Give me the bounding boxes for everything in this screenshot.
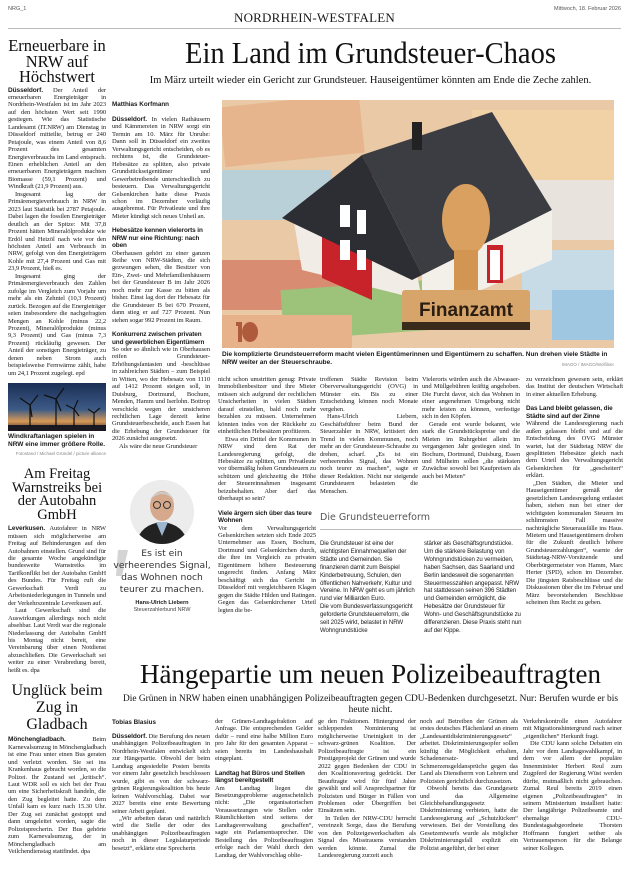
paragraph-text: Die Grundsteuer ist eine der wichtigsten Einnahmequellen der Städte und Gemeinden. Sie finanzieren damit zum Beispiel Kinderbetreuung, Schulen, den öffentlichen Nahverkehr, Kultur und Vereine. In NRW geht es um jährlich rund vier Milliarden Euro. bbox=[320, 540, 415, 603]
paragraph-text: In Teilen der NRW-CDU herrscht vereinzelt Sorge, dass die Berufung von den Polizeigewerkschaften als Signal des Misstrauens verstanden werden könnte. Zumal die Landesregierung zurzeit auch bbox=[318, 814, 416, 860]
pull-quote-block bbox=[112, 548, 212, 595]
paragraph-text: zu verzeichnen gewesen sein, erklärt das Institut der deutschen Wirtschaft in einer aktuellen Erhebung. bbox=[526, 376, 623, 398]
paragraph-text: Hans-Ulrich Liebern, Geschäftsführer beim Bund der Steuerzahler in NRW, kritisiert den Trend in vielen Kommunen, noch mehr an der Grundsteuer-Schraube zu drehen, scharf. „Es ist ein verheerendes Signal, das Wohnen noch teurer zu machen“, sagte er dieser Redaktion. Nicht nur steigende Grundsteuern belasteten die Menschen. bbox=[320, 413, 418, 495]
paragraph bbox=[112, 116, 210, 220]
paragraph bbox=[422, 421, 520, 481]
infobox-grundsteuerreform bbox=[320, 512, 522, 635]
paragraph bbox=[523, 740, 622, 852]
paragraph bbox=[526, 480, 623, 607]
paragraph bbox=[112, 443, 210, 450]
paragraph bbox=[320, 413, 418, 495]
photo-credit-windkraft: Fotostand / Michael Gründel / picture alliance bbox=[15, 451, 106, 457]
police-subhead: Die Grünen in NRW haben einen unabhängigen Polizeibeauftragten gegen CDU-Bedenken durchgesetzt. Nur: Berufen wurde er bis heute nicht. bbox=[123, 694, 618, 715]
article-column-2 bbox=[218, 376, 316, 614]
article-title-erneuerbare: Erneuerbare in NRW auf Höchstwert bbox=[8, 36, 106, 86]
paragraph bbox=[8, 191, 106, 273]
paragraph-text: Am Landtag liegen die Besetzungsprobleme augenscheinlich nicht: „Die organisatorischen Voraussetzungen wie Stellen oder Räumlichkeiten sind seitens der Landtagsverwaltung geschaffen“, sagte ein Parlamentssprecher. Die Bestellung des Polizeibeauftragten erfolge nach der Wahl durch den Landtag, der Wahlvorschlag oblie- bbox=[215, 784, 313, 859]
subheading: Konkurrenz zwischen privaten und gewerblichen Eigentümern bbox=[112, 331, 205, 346]
article-title-warnstreiks: Am Freitag Warnstreiks bei der Autobahn GmbH bbox=[11, 466, 103, 523]
stamp-label: Finanzamt bbox=[419, 300, 513, 321]
paragraph-text: Etwa ein Drittel der Kommunen in NRW sind dem Rat der Landesregierung gefolgt, die Hebesätze zu splitten, um Privatleute vor übermäßig hohen Grundsteuern zu schützen und gleichzeitig die Höhe der Steuereinnahmen insgesamt beizubehalten. Aber darf das überhaupt so sein? bbox=[218, 435, 316, 503]
article-title-unglueck: Unglück beim Zug in Gladbach bbox=[11, 682, 103, 734]
paragraph bbox=[523, 718, 622, 740]
article-column-5 bbox=[526, 376, 623, 607]
infobox-title: Die Grundsteuerreform bbox=[320, 512, 430, 523]
article-body-erneuerbare bbox=[8, 87, 106, 378]
paragraph-text: Autofahrer in NRW müssen sich möglicherweise am Freitag auf Behinderungen auf den Autobahnen einstellen. Grund sind für die gesamte Woche angekündigte bundesweite Warnstreiks im Tarifkonflikt bei der Autobahn GmbH des Bundes. Für Freitag ruft die Gewerkschaft Verdi zu Arbeitsniederlegungen in Tunneln und der Verkehrszentrale Leverkusen auf. bbox=[8, 525, 106, 607]
paragraph bbox=[112, 250, 210, 325]
portrait-liebern bbox=[130, 480, 194, 544]
paragraph bbox=[8, 273, 106, 377]
subheading: Landtag hat Büros und Stellen längst bereitgestellt bbox=[215, 769, 305, 785]
police-first-column bbox=[112, 719, 210, 852]
main-subhead: Im März urteilt wieder ein Gericht zur Grundsteuer. Hauseigentümer könnten am Ende die Zeche zahlen. bbox=[149, 75, 592, 86]
paragraph-text: Gerade erst wurde bekannt, wie stark die Grundstückspreise und die Mieten im Ruhrgebiet allein im vergangenen Jahr gestiegen sind. In Bochum, Dortmund, Duisburg, Essen und Mülheim sollen „die stärksten Zuwächse sowohl bei Kaufpreisen als auch bei Mieten“ bbox=[422, 420, 520, 480]
paragraph bbox=[8, 87, 106, 191]
subheading: Viele ärgern sich über das teure Wohnen bbox=[218, 509, 312, 525]
paragraph-text: „Wir arbeiten daran und natürlich wird die Stelle der oder des unabhängigen Polizeibeauftragten noch in dieser Legislaturperiode besetzt“, erklärte eine Sprecherin bbox=[112, 814, 210, 852]
section-title: NORDRHEIN-WESTFALEN bbox=[234, 10, 395, 25]
police-column-2 bbox=[215, 718, 313, 859]
paragraph bbox=[112, 815, 210, 852]
issue-date: Mittwoch, 18. Februar 2026 bbox=[554, 6, 621, 12]
police-column-3 bbox=[318, 718, 416, 860]
paragraph-text: Obwohl bereits das Grundgesetz und das Allgemeine Gleichbehandlungsgesetz Diskriminierung verbieten, hatte die Landesregierung auf „Schutzlücken“ verwiesen. Bei der Vorstellung des Gesetzentwurfs wurde als möglicher Diskriminierungsfall explizit ein Polizist angeführt, der bei einer bbox=[420, 785, 518, 852]
paragraph bbox=[318, 718, 416, 815]
paragraph bbox=[318, 815, 416, 860]
paragraph bbox=[320, 376, 418, 413]
article-column-1 bbox=[112, 116, 210, 450]
paragraph bbox=[215, 718, 313, 763]
paragraph-text: noch auf Betreiben der Grünen als erstes deutsches Flächenland an einem „Landesantidiskriminierungsgesetz“ arbeitet. Diskriminierungsopfer sollen künftig die Möglichkeit erhalten, Schadenersatz- und Schmerzensgeldansprüche gegen das Land als Dienstherrn von Lehrern und Polizisten gerichtlich durchzusetzen. bbox=[420, 718, 518, 785]
dateline: Leverkusen. bbox=[8, 525, 46, 533]
paragraph-text: In vielen Rathäusern und Kämmereien in NRW sorgt ein Termin am 10. März für Unruhe: Dann soll in Düsseldorf ein zweites Verwaltungsgericht entscheiden, ob es rechtens ist, die Grundsteuer-Hebesätze zu splitten, also private Grundstückseigentümer und Gewerbetreibende unterschiedlich zu besteuern. Das Verwaltungsgericht Gelsenkirchen hatte diese Praxis schon im Dezember vorläufig ausgebremst. Für Privatleute und ihre Mieter kündigt sich neues Unheil an. bbox=[112, 116, 210, 220]
paragraph bbox=[420, 718, 518, 785]
paragraph-text: Während die Landesregierung nach außen gelassen bleibt und auf die Entscheidung des OVG Münster wartet, hat der Städtetag NRW die gesplitteten Hebesätze gleich nach dem Urteil des Verwaltungsgericht Gelsenkirchen für „gescheitert“ erklärt. bbox=[526, 420, 623, 480]
paragraph-text: So oder so ähnlich wie in Oberhausen reifen Grundsteuer-Erhöhungsfantasien und -beschlüsse in zahlreichen Städten – zum Beispiel in Witten, wo der Hebesatz von 1110 auf 1412 Prozent steigen soll, in Duisburg, Dortmund, Bochum, Menden, Hamm und Iserlohn. Bottrop verschickt wegen der unsicheren rechtlichen Lage derzeit keine Grundsteuerbescheide, auch Essen hat die Erhebung der Grundsteuer für 2026 zunächst ausgesetzt. bbox=[112, 345, 210, 443]
infobox-column-1 bbox=[320, 540, 416, 635]
paragraph-text: Der Anteil der erneuerbaren Energieträger in Nordrhein-Westfalen ist im Jahr 2023 auf den höchsten Wert seit 1990 gestiegen. Wie das Statistische Landesamt (IT.NRW) am Dienstag in Düsseldorf mitteilte, betrug er 240 Petajoule, was einem Anteil von 8,6 Prozent des gesamten Energieverbrauchs im Land entsprach. Einen erheblichen Anteil an den erneuerbaren Energieträgern machten Biomasse (59,1 Prozent) und Windkraft (21,9 Prozent) aus. bbox=[8, 86, 106, 191]
dateline: Düsseldorf. bbox=[112, 733, 147, 740]
quote-name: Hans-Ulrich Liebern bbox=[135, 600, 189, 607]
paragraph-text: ge den Fraktionen. Hintergrund der schleppenden Nominierung ist möglicherweise Uneinigkeit in der schwarz-grünen Koalition. Der Polizeibeauftragte ist ein Prestigeprojekt der Grünen und wurde 2022 gegen Bedenken der CDU in den Koalitionsvertrag gedrückt. Der Beauftragte wird für fünf Jahre gewählt und soll Ansprechpartner für Polizisten und Bürger in Fällen von Problemen oder Übergriffen bei Einsätzen sein. bbox=[318, 718, 416, 815]
paragraph-text: Laut Gewerkschaft sind die Auswirkungen allerdings noch nicht absehbar. Laut Verdi war die regionale Niederlassung der Autobahn GmbH bis Montag nicht bereit, eine Vereinbarung über einen Notdienst abzuschließen. Die Gewerkschaft sei weiter zu einer Verabredung bereit, heißt es. dpa bbox=[8, 607, 106, 674]
dateline: Düsseldorf. bbox=[112, 116, 147, 123]
paragraph bbox=[218, 525, 316, 614]
byline: Matthias Korfmann bbox=[112, 101, 170, 108]
infobox-column-2 bbox=[424, 540, 522, 635]
paragraph bbox=[320, 540, 416, 603]
photo-caption-grundsteuer: Die komplizierte Grundsteuerreform macht vielen Eigentümerinnen und Eigentümern zu schaffen. Nun drehen viele Städte in NRW weiter an der Steuerschraube. bbox=[222, 351, 608, 366]
police-byline: Tobias Blasius bbox=[112, 719, 156, 726]
paragraph bbox=[8, 607, 106, 674]
police-column-1 bbox=[112, 733, 210, 852]
article-body-warnstreiks bbox=[8, 525, 106, 674]
paragraph-text: der Grünen-Landtagsfraktion auf Anfrage. Die entsprechenden Gelder dafür – rund eine halbe Million Euro pro Jahr für den gesamten Apparat – seien bereits im Landeshaushalt eingeplant. bbox=[215, 718, 313, 763]
paragraph-text: Die Berufung des neuen unabhängigen Polizeibeauftragten in Nordrhein-Westfalen entwickelt sich zur Hängepartie. Obwohl der beim Landtag angesiedelte Posten bereits vor einem Jahr gesetzlich beschlossen wurde, gibt es von der schwarz-grünen Regierungskoalition bis heute keinen Wahlvorschlag. Dabei war 2027 bereits eine erste Bewertung seiner Arbeit geplant. bbox=[112, 733, 210, 815]
paragraph-text: Als wäre die neue Grundsteuer bbox=[119, 442, 198, 450]
police-column-5 bbox=[523, 718, 622, 852]
infobox-divider bbox=[320, 529, 522, 530]
paragraph-text: Vielerorts würden auch die Abwasser- und Müllgebühren kräftig angehoben. Die Furcht davor, sich das Wohnen in einer angenehmen Umgebung nicht mehr leisten zu können, verfestige sich in den Köpfen. bbox=[422, 376, 520, 421]
page-code: NRG_1 bbox=[8, 6, 27, 12]
police-headline: Hängepartie um neuen Polizeibeauftragten bbox=[139, 659, 602, 689]
house-finanzamt-photo bbox=[222, 100, 614, 348]
paragraph-text: stärker als Geschäftsgrundstücke. Um die stärkere Belastung von Wohngrundstücken zu vermeiden, haben Sachsen, das Saarland und Berlin landesweit die sogenannten Steuermesszahlen angepasst. NRW hat stattdessen seinen 396 Städten und Gemeinden ermöglicht, die Hebesätze der Grundsteuer für Wohn- und Geschäftsgrundstücke zu differenzieren. Diese Praxis steht nun auf der Kippe. bbox=[424, 540, 522, 634]
pull-quote: Es ist ein verheerendes Signal, das Wohnen noch teurer zu machen. bbox=[113, 548, 211, 595]
paragraph bbox=[218, 376, 316, 436]
paragraph-text: troffenen Städte Revision beim Oberverwaltungsgericht (OVG) in Münster ein. Bis zu einer Entscheidung können noch Monate vergehen. bbox=[320, 376, 418, 413]
paragraph-text: Verkehrskontrolle einen Autofahrer mit Migrationshintergrund nach seiner „eigentlichen“ Herkunft fragt. bbox=[523, 718, 622, 740]
paragraph bbox=[112, 346, 210, 443]
paragraph-text: Oberhausen gehört zu einer ganzen Reihe von NRW-Städten, die sich gezwungen sehen, die Besitzer von Ein-, Zwei- und Mehrfamilienhäusern bei der Grundsteuer B im Jahr 2026 noch mehr zur Kasse zu bitten als bisher. Einst lag dort der Hebesatz für die Grundsteuer B bei 670 Prozent, dann stieg er auf 727 Prozent. Nun stehen sogar 992 Prozent im Raum. bbox=[112, 249, 210, 324]
paragraph-text: Die vom Bundesverfassungsgericht geforderte Grundsteuerreform, die seit 2025 wirkt, belastet in NRW Wohngrundstücke bbox=[320, 603, 413, 634]
photo-caption-windkraft: Windkraftanlagen spielen in NRW eine immer größere Rolle. bbox=[8, 433, 106, 449]
police-article bbox=[112, 659, 629, 879]
paragraph bbox=[424, 540, 522, 635]
dateline: Düsseldorf. bbox=[8, 86, 43, 94]
police-column-4 bbox=[420, 718, 518, 852]
paragraph bbox=[422, 376, 520, 421]
paragraph-text: „Den Städten, die Mieter und Hauseigentümer gemäß der gesetzlichen Landesregelung entlastet haben, stehen nun bei einer der wichtigsten kommunalen Steuern im schlimmsten Fall massive nachträgliche Steuerausfälle ins Haus. Mietern und Hauseigentümern drohen für die Zukunft deutlich höhere Grundsteuerzahlungen“, warnte der Städtetag-NRW-Vorsitzende und Oberbürgermeister von Hamm, Marc Herter (SPD), schon im Dezember. Die jüngsten Ratsbeschlüsse und die Diskussionen über die im Februar und März bevorstehenden Beschlüsse scheinen ihm Recht zu geben. bbox=[526, 479, 623, 607]
article-column-3 bbox=[320, 376, 418, 495]
paragraph bbox=[215, 785, 313, 860]
quote-role: Steuerzahlerbund NRW bbox=[133, 607, 191, 614]
paragraph bbox=[8, 525, 106, 607]
paragraph bbox=[8, 736, 106, 855]
dateline: Mönchengladbach. bbox=[8, 736, 66, 744]
paragraph-text: Vor dem Verwaltungsgericht Gelsenkirchen setzten sich Ende 2025 Unternehmer aus Essen, Bochum, Dortmund und Gelsenkirchen durch, die ihre im Vergleich zu privaten Eigentümern höhere Besteuerung ungerecht finden. Anfang März beschäftigt sich das Gericht in Düsseldorf mit vergleichbaren Klagen gegen die Städte Hilden und Ratingen. Gegen das Gelsenkirchener Urteil legten die be- bbox=[218, 524, 316, 614]
paragraph bbox=[112, 733, 210, 815]
paragraph bbox=[526, 420, 623, 480]
subheading: Hebesätze kennen vielerorts in NRW nur eine Richtung: nach oben bbox=[112, 227, 203, 250]
paragraph-text: Beim Karnevalsumzug in Mönchengladbach ist eine Frau unter einen Bus geraten und verletzt worden. Sie sei ins Krankenhaus gebracht worden, so die Polizei. Ihr Zustand sei „kritisch“. Laut WDR soll es sich bei der Frau um eine Sicherheitskraft handeln, die den Zug begleitet hatte. Zu dem Unfall kam es kurz nach 15.30 Uhr. Der Zug sei zunächst gestoppt und dann umgeleitet worden, sagte die Polizeisprecherin. Der Bus gehörte zum Karnevalsumzug, der in Mönchengladbach am Veilchendienstag stattfindet. dpa bbox=[8, 736, 106, 856]
main-first-column bbox=[112, 101, 212, 614]
paragraph-text: Insgesamt ging der Primärenergieverbrauch den Zahlen zufolge im Vergleich zum Vorjahr um mehr als ein Zehntel (10,3 Prozent) zurück. Bezogen auf die Energieträger seien insbesondere die nachgefragten Mengen an Kohle (minus 22,2 Prozent), Mineralölprodukte (minus 9,3 Prozent) und Gas (minus 7,3 Prozent) rückläufig gewesen. Der Anteil der sonstigen Energieträger, zu denen neben Strom auch beispielsweise Fernwärme zählt, habe um 24,1 Prozent zugelegt. epd bbox=[8, 272, 106, 377]
paragraph bbox=[420, 785, 518, 852]
main-headline: Ein Land im Grundsteuer-Chaos bbox=[185, 35, 556, 70]
article-column-4 bbox=[422, 376, 520, 480]
header-divider bbox=[8, 28, 621, 29]
subheading: Das Land bleibt gelassen, die Städte sind auf der Zinne bbox=[526, 405, 613, 420]
windturbines-photo bbox=[8, 383, 106, 431]
left-column bbox=[6, 38, 108, 855]
paragraph bbox=[320, 603, 416, 635]
photo-credit-grundsteuer: IMAGO / IMAGO/Wolfilser bbox=[561, 362, 614, 367]
paragraph bbox=[526, 376, 623, 398]
paragraph bbox=[218, 436, 316, 503]
paragraph-text: Insgesamt lag der Primärenergieverbrauch in NRW in 2023 laut Statistik bei 2787 Petajoule. Dabei lagen die fossilen Energieträger deutlich an der Spitze: Mit 37,8 Prozent hätten Mineralölprodukte wie Erdöl und Heizöl nach wie vor den höchsten Anteil am Verbrauch in NRW, gefolgt von den Energieträgern Kohle mit 27,4 Prozent und Gas mit 23,9 Prozent, hieß es. bbox=[8, 190, 106, 273]
photo-caption-block bbox=[222, 351, 614, 367]
article-body-unglueck bbox=[8, 736, 106, 855]
paragraph-text: nicht schon umstritten genug: Private Immobilienbesitzer und ihre Mieter müssen sich aufgrund der rechtlichen Unsicherheiten in vielen Städten darauf einstellen, bald noch mehr bezahlen zu müssen. Unternehmen könnten indes von der Rückkehr zu einheitlichen Hebesätzen profitieren. bbox=[218, 376, 316, 436]
paragraph-text: Die CDU kann solche Debatten ein Jahr vor dem Landtagswahlkampf, in dem vor allem der populäre Innenminister Herbert Reul zum Zugpferd der Regierung Wüst werden dürfte, mutmaßlich nicht gebrauchen. Zumal Reul bereits 2019 einen eigenen „Polizeibeauftragten“ in seinem Ministerium installiert hatte: Der langjährige Polizeibeamte und ehemalige CDU-Bundestagsabgeordnete Thorsten Hoffmann fungiert seither als Vertrauensperson für die Belange seiner Kollegen. bbox=[523, 740, 622, 852]
